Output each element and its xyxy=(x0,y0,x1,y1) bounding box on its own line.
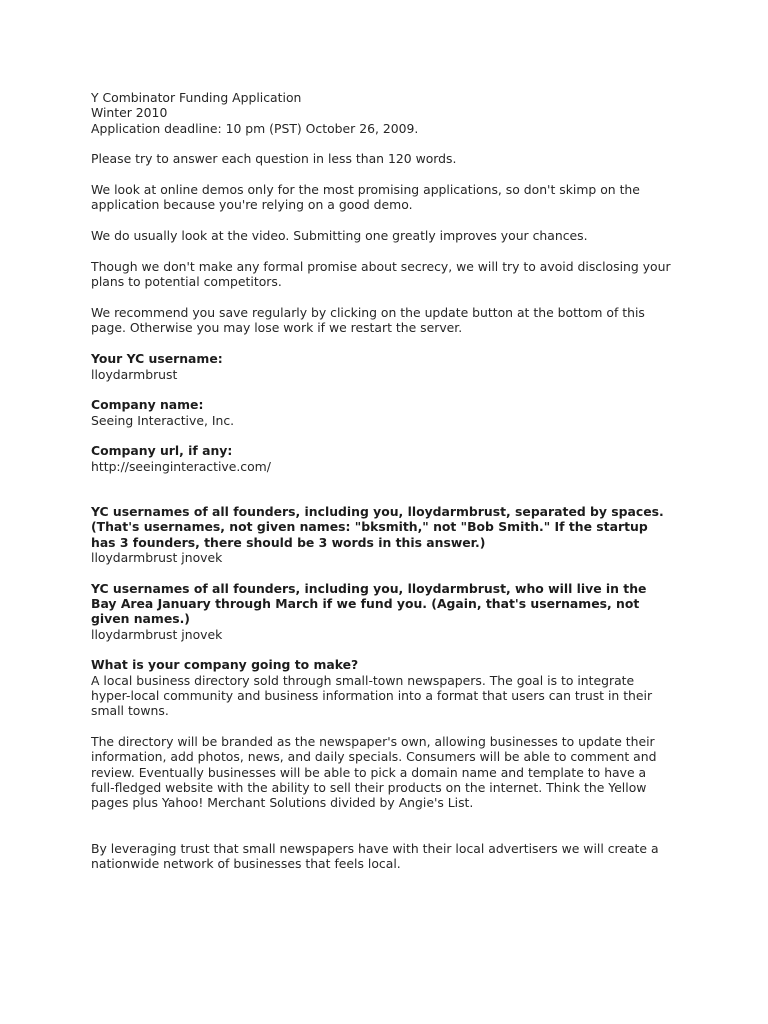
document-title: Y Combinator Funding Application xyxy=(91,90,302,105)
username-label: Your YC username: xyxy=(91,351,223,367)
what-make-answer-paragraph: A local business directory sold through small-town newspapers. The goal is to integrate hyper-local community and business information into a format that users can trust in their small towns. xyxy=(91,672,653,719)
what-make-answer-paragraph: The directory will be branded as the newspaper's own, allowing businesses to update their information, add photos, news, and daily specials. Consumers will be able to comment and review. Eventually businesses will be able to pick a domain name and template to have a full-fledged website with the ability to sell their products on the internet. Think the Yellow pages plus Yahoo! Merchant Solutions divided by Angie's List. xyxy=(91,734,657,811)
instruction-demos: We look at online demos only for the most promising applications, so don't skimp on the application because you're relying on a good demo. xyxy=(91,182,640,213)
bay-area-question: YC usernames of all founders, including you, lloydarmbrust, who will live in the Bay Area January through March if we fund you. (Again, that's usernames, not given names.) xyxy=(91,580,647,627)
company-url-label: Company url, if any: xyxy=(91,443,233,459)
what-make-question: What is your company going to make? xyxy=(91,657,359,673)
question-founders xyxy=(91,504,671,565)
field-username xyxy=(91,351,671,382)
instruction-word-limit: Please try to answer each question in less than 120 words. xyxy=(91,151,457,167)
document-header xyxy=(91,90,671,136)
field-company-url xyxy=(91,443,671,474)
username-value: lloydarmbrust xyxy=(91,366,178,382)
deadline-text: Application deadline: 10 pm (PST) October 26, 2009. xyxy=(91,120,419,136)
application-document xyxy=(91,90,671,871)
question-what-make xyxy=(91,657,671,871)
batch-label: Winter 2010 xyxy=(91,105,168,121)
field-company-name xyxy=(91,397,671,428)
what-make-answer-paragraph: By leveraging trust that small newspapers have with their local advertisers we will create a nationwide network of businesses that feels local. xyxy=(91,840,659,871)
founders-answer: lloydarmbrust jnovek xyxy=(91,549,223,565)
company-name-value: Seeing Interactive, Inc. xyxy=(91,412,235,428)
question-bay-area xyxy=(91,581,671,642)
instruction-save: We recommend you save regularly by clicking on the update button at the bottom of this page. Otherwise you may lose work if we restart the server. xyxy=(91,305,645,336)
instruction-secrecy: Though we don't make any formal promise about secrecy, we will try to avoid disclosing your plans to potential competitors. xyxy=(91,259,671,290)
company-name-label: Company name: xyxy=(91,397,204,413)
founders-question: YC usernames of all founders, including you, lloydarmbrust, separated by spaces. (That's usernames, not given names: "bksmith," not "Bob Smith." If the startup has 3 founders, there should be 3 words in this answer.) xyxy=(91,504,664,550)
instruction-video: We do usually look at the video. Submitting one greatly improves your chances. xyxy=(91,228,588,244)
bay-area-answer: lloydarmbrust jnovek xyxy=(91,626,223,642)
company-url-value: http://seeinginteractive.com/ xyxy=(91,458,271,474)
